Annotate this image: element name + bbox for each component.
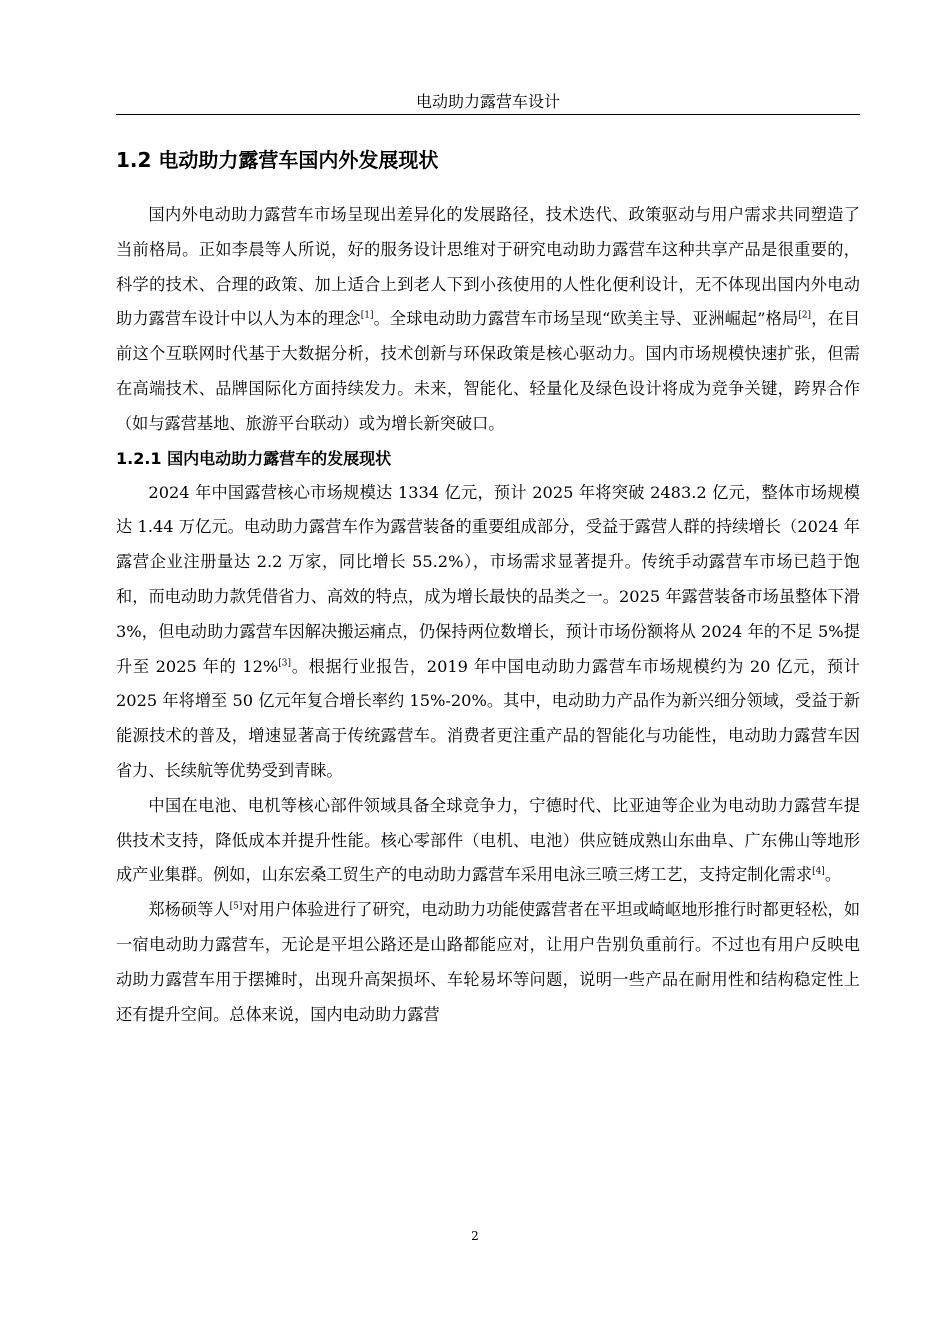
citation-ref-3: [3] — [278, 658, 291, 669]
paragraph-intro — [116, 198, 860, 442]
paragraph-text: ，在目前这个互联网时代基于大数据分析，技术创新与环保政策是核心驱动力。国内市场规模快速扩张，但需在高端技术、品牌国际化方面持续发力。未来，智能化、轻量化及绿色设计将成为竞争关键，跨界合作（如与露营基地、旅游平台联动）或为增长新突破口。 — [116, 309, 861, 433]
paragraph-text: 2024 年中国露营核心市场规模达 1334 亿元，预计 2025 年将突破 2483.2 亿元，整体市场规模达 1.44 万亿元。电动助力露营车作为露营装备的重要组成部分，受益于露营人群的持续增长（2024 年露营企业注册量达 2.2 万家，同比增长 55.2%），市场需求显著提升。传统手动露营车市场已趋于饱和，而电动助力款凭借省力、高效的特点，成为增长最快的品类之一。2025 年露营装备市场虽整体下滑 3%，但电动助力露营车因解决搬运痛点，仍保持两位数增长，预计市场份额将从 2024 年的不足 5%提升至 2025 年的 12% — [116, 482, 860, 676]
citation-ref-1: [1] — [360, 311, 374, 321]
subsection-heading: 1.2.1 国内电动助力露营车的发展现状 — [116, 448, 392, 468]
running-header: 电动助力露营车设计 — [415, 92, 560, 111]
header-rule — [116, 114, 860, 115]
paragraph-text: 对用户体验进行了研究，电动助力功能使露营者在平坦或崎岖地形推行时都更轻松，如一宿电动助力露营车，无论是平坦公路还是山路都能应对，让用户告别负重前行。不过也有用户反映电动助力露营车用于摆摊时，出现升高架损坏、车轮易坏等问题，说明一些产品在耐用性和结构稳定性上还有提升空间。总体来说，国内电动助力露营 — [116, 900, 861, 1024]
page-number: 2 — [471, 1229, 479, 1243]
page-content — [116, 144, 860, 1032]
citation-ref-5: [5] — [229, 901, 243, 912]
paragraph-text: 。根据行业报告，2019 年中国电动助力露营车市场规模约为 20 亿元，预计 2025 年将增至 50 亿元年复合增长率约 15%-20%。其中，电动助力产品作为新兴细分领域，受益于新能源技术的普及，增速显著高于传统露营车。消费者更注重产品的智能化与功能性，电动助力露营车因省力、长续航等优势受到青睐。 — [116, 656, 860, 780]
citation-ref-4: [4] — [812, 866, 825, 877]
paragraph-supply-chain — [116, 789, 860, 893]
paragraph-text: 国内外电动助力露营车市场呈现出差异化的发展路径，技术迭代、政策驱动与用户需求共同塑造了当前格局。正如李晨等人所说，好的服务设计思维对于研究电动助力露营车这种共享产品是很重要的，科学的技术、合理的政策、加上适合上到老人下到小孩使用的人性化便利设计，无不体现出国内外电动助力露营车设计中以人为本的理念 — [116, 205, 860, 329]
paragraph-text: 。全球电动助力露营车市场呈现“欧美主导、亚洲崛起”格局 — [373, 309, 799, 329]
paragraph-market — [116, 476, 860, 789]
paragraph-user-experience — [116, 893, 860, 1032]
section-heading: 1.2 电动助力露营车国内外发展现状 — [116, 148, 439, 172]
paragraph-text: 。 — [824, 865, 841, 885]
paragraph-text: 郑杨硕等人 — [148, 900, 230, 920]
paragraph-text: 中国在电池、电机等核心部件领域具备全球竞争力，宁德时代、比亚迪等企业为电动助力露营车提供技术支持，降低成本并提升性能。核心零部件（电机、电池）供应链成熟山东曲阜、广东佛山等地形成产业集群。例如，山东宏桑工贸生产的电动助力露营车采用电泳三喷三烤工艺，支持定制化需求 — [116, 795, 860, 885]
citation-ref-2: [2] — [798, 311, 812, 321]
